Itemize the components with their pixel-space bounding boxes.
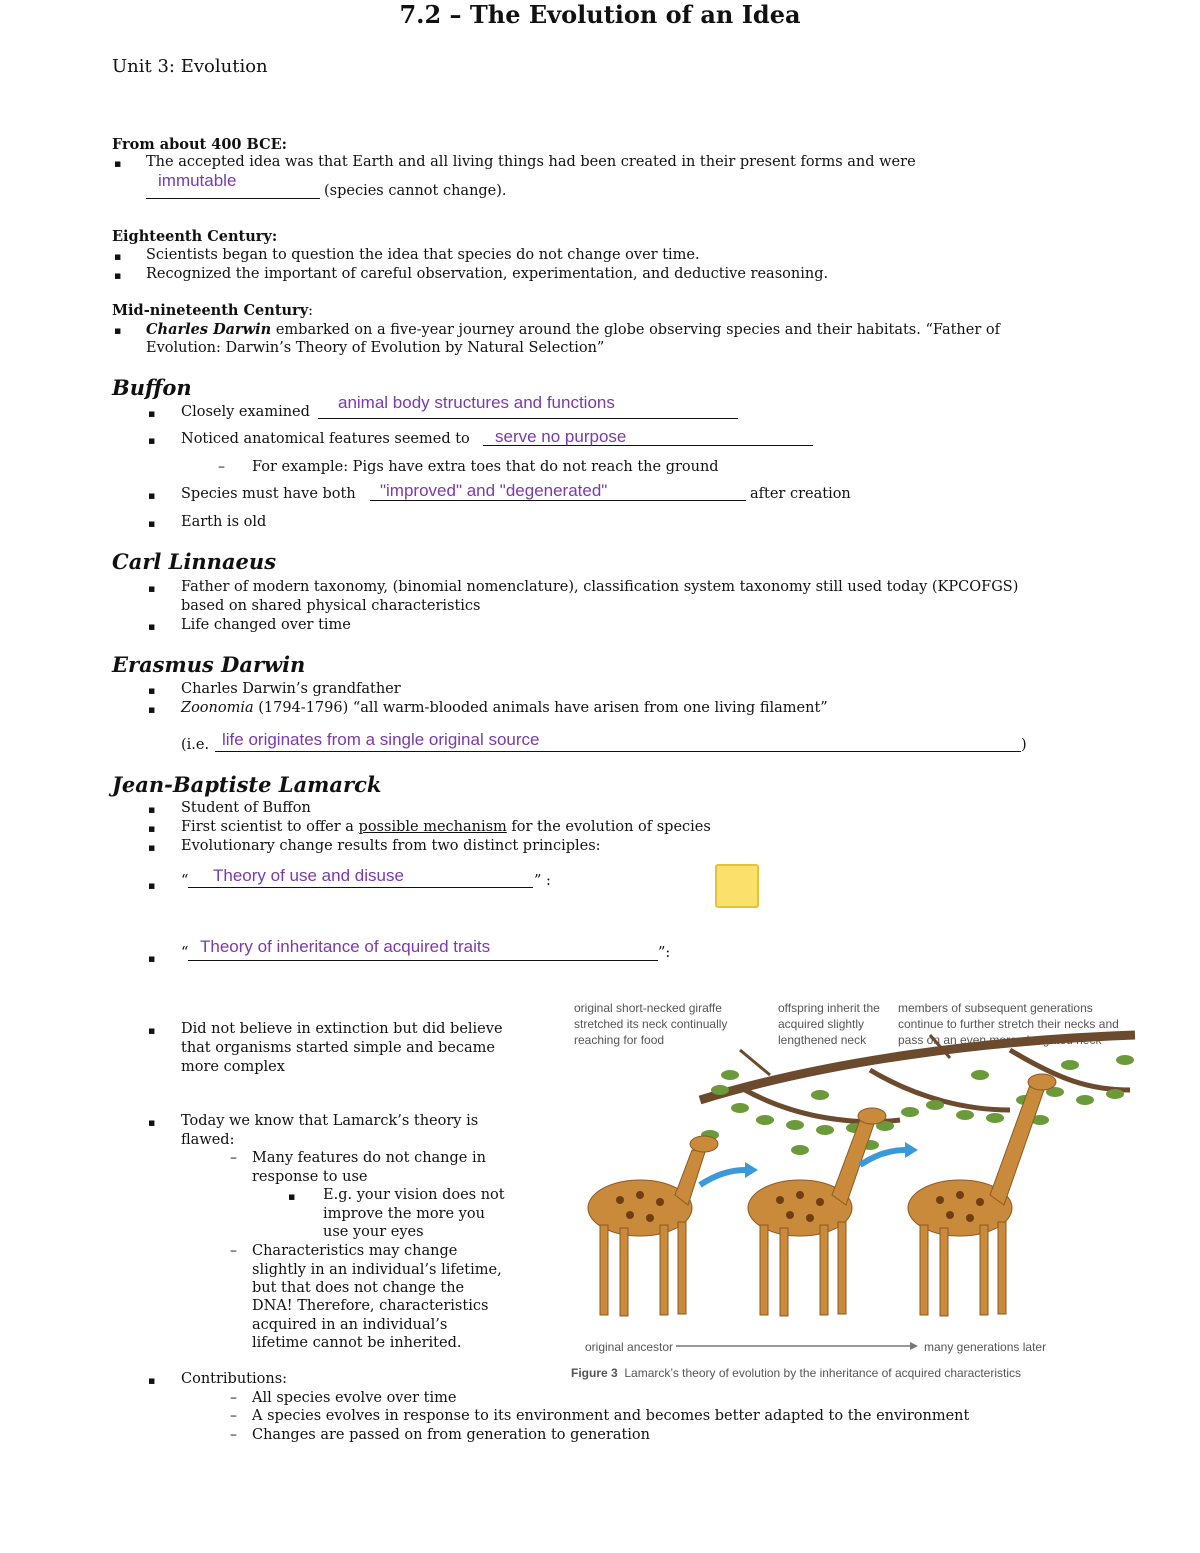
text-line: after creation bbox=[750, 486, 851, 502]
dash: – bbox=[230, 1390, 237, 1406]
arrow-icon bbox=[860, 1150, 905, 1165]
blank-line bbox=[188, 887, 533, 888]
blank-line bbox=[188, 960, 658, 961]
figure-caption: Figure 3 Lamarck’s theory of evolution by the inheritance of acquired characteristics bbox=[571, 1366, 1022, 1380]
bullet: ▪ bbox=[148, 407, 156, 420]
blank-line bbox=[318, 418, 738, 419]
text-line: DNA! Therefore, characteristics bbox=[252, 1298, 489, 1314]
text-line: flawed: bbox=[181, 1132, 235, 1148]
text-line: improve the more you bbox=[323, 1206, 485, 1222]
bullet: ▪ bbox=[148, 1374, 156, 1387]
text-line: ) bbox=[1021, 737, 1027, 753]
text-line: more complex bbox=[181, 1059, 285, 1075]
axis-left-label: original ancestor bbox=[585, 1340, 674, 1354]
text-line: Evolution: Darwin’s Theory of Evolution by Natural Selection” bbox=[146, 340, 605, 356]
text-line: Contributions: bbox=[181, 1371, 288, 1387]
bullet: ▪ bbox=[148, 517, 156, 530]
text-line: Noticed anatomical features seemed to bbox=[181, 431, 470, 447]
section-heading-19th: Mid-nineteenth Century: bbox=[112, 302, 314, 319]
section-heading-18th: Eighteenth Century: bbox=[112, 228, 278, 245]
blank-line bbox=[215, 751, 1021, 752]
bullet: ▪ bbox=[148, 879, 156, 892]
dash: – bbox=[230, 1408, 237, 1424]
axis-right-label: many generations later bbox=[924, 1340, 1047, 1354]
bullet: ▪ bbox=[148, 582, 156, 595]
text-line: Closely examined bbox=[181, 404, 310, 420]
bullet: ▪ bbox=[148, 1116, 156, 1129]
text-line: but that does not change the bbox=[252, 1280, 465, 1296]
text-line: ”: bbox=[658, 945, 671, 961]
bullet: ▪ bbox=[148, 841, 156, 854]
heading-lamarck: Jean-Baptiste Lamarck bbox=[112, 772, 382, 797]
answer-buffon-1: animal body structures and functions bbox=[338, 393, 615, 412]
text-line: All species evolve over time bbox=[252, 1390, 457, 1406]
text-line: For example: Pigs have extra toes that do not reach the ground bbox=[252, 459, 719, 475]
bullet: ▪ bbox=[288, 1190, 296, 1203]
bullet: ▪ bbox=[148, 620, 156, 633]
bullet: ▪ bbox=[148, 952, 156, 965]
text-line: based on shared physical characteristics bbox=[181, 598, 481, 614]
text-line: “ bbox=[181, 945, 189, 961]
dash: – bbox=[230, 1427, 237, 1443]
bullet: ▪ bbox=[148, 803, 156, 816]
page-title: 7.2 – The Evolution of an Idea bbox=[399, 0, 801, 29]
dash: – bbox=[218, 459, 225, 475]
dash: – bbox=[230, 1150, 237, 1166]
text-line: Charles Darwin embarked on a five-year journey around the globe observing species and their habitats. “Father of bbox=[146, 321, 1000, 338]
heading-buffon: Buffon bbox=[112, 375, 192, 400]
bullet: ▪ bbox=[114, 324, 122, 337]
heading-linnaeus: Carl Linnaeus bbox=[112, 549, 277, 574]
text-line: Recognized the important of careful observation, experimentation, and deductive reasoning. bbox=[146, 266, 829, 282]
text-line: ” : bbox=[534, 873, 551, 889]
text-line: slightly in an individual’s lifetime, bbox=[252, 1262, 502, 1278]
bullet: ▪ bbox=[114, 157, 122, 170]
text-line: (species cannot change). bbox=[324, 183, 507, 199]
bullet: ▪ bbox=[148, 1024, 156, 1037]
giraffe-illustration bbox=[570, 1030, 1145, 1360]
text-line: Changes are passed on from generation to generation bbox=[252, 1427, 650, 1443]
bullet: ▪ bbox=[148, 822, 156, 835]
text-line: Life changed over time bbox=[181, 617, 351, 633]
answer-acquired-traits: Theory of inheritance of acquired traits bbox=[200, 937, 491, 956]
bullet: ▪ bbox=[148, 684, 156, 697]
section-heading-400bce: From about 400 BCE: bbox=[112, 136, 288, 153]
figure-label-3: members of subsequent generations continue to further stretch their necks and pass on an even more elongated neck bbox=[898, 1001, 1119, 1047]
text-line: Evolutionary change results from two distinct principles: bbox=[181, 838, 601, 854]
arrow-icon bbox=[700, 1170, 745, 1185]
text-line: Many features do not change in bbox=[252, 1150, 486, 1166]
bullet: ▪ bbox=[148, 489, 156, 502]
text-line: A species evolves in response to its environment and becomes better adapted to the environment bbox=[252, 1408, 970, 1424]
answer-buffon-2: serve no purpose bbox=[495, 427, 627, 446]
text-line: Charles Darwin’s grandfather bbox=[181, 681, 401, 697]
text-line: First scientist to offer a possible mechanism for the evolution of species bbox=[181, 819, 711, 835]
text-line: (i.e. bbox=[181, 737, 210, 753]
heading-erasmus: Erasmus Darwin bbox=[112, 652, 306, 677]
text-line: lifetime cannot be inherited. bbox=[252, 1335, 462, 1351]
text-line: response to use bbox=[252, 1169, 368, 1185]
text-line: Did not believe in extinction but did believe bbox=[181, 1021, 503, 1037]
bullet: ▪ bbox=[148, 703, 156, 716]
text-line: Zoonomia (1794-1796) “all warm-blooded animals have arisen from one living filament” bbox=[181, 700, 828, 716]
text-line: Student of Buffon bbox=[181, 800, 311, 816]
text-line: use your eyes bbox=[323, 1224, 424, 1240]
answer-buffon-3: "improved" and "degenerated" bbox=[380, 481, 608, 500]
figure-label-1: original short-necked giraffe stretched its neck continually reaching for food bbox=[574, 1001, 728, 1047]
text-line: that organisms started simple and became bbox=[181, 1040, 495, 1056]
text-line: Characteristics may change bbox=[252, 1243, 458, 1259]
text-line: E.g. your vision does not bbox=[323, 1187, 505, 1203]
text-line: acquired in an individual’s bbox=[252, 1317, 448, 1333]
text-line: Today we know that Lamarck’s theory is bbox=[181, 1113, 479, 1129]
text-line: The accepted idea was that Earth and all living things had been created in their present forms and were bbox=[146, 154, 916, 170]
blank-line bbox=[146, 198, 320, 199]
sticky-note-icon[interactable] bbox=[715, 864, 759, 908]
bullet: ▪ bbox=[114, 269, 122, 282]
bullet: ▪ bbox=[114, 250, 122, 263]
text-line: Earth is old bbox=[181, 514, 267, 530]
text-line: Scientists began to question the idea that species do not change over time. bbox=[146, 247, 700, 263]
answer-erasmus: life originates from a single original source bbox=[222, 730, 540, 749]
text-line: Father of modern taxonomy, (binomial nomenclature), classification system taxonomy still used today (KPCOFGS) bbox=[181, 579, 1019, 595]
dash: – bbox=[230, 1243, 237, 1259]
bullet: ▪ bbox=[148, 434, 156, 447]
unit-label: Unit 3: Evolution bbox=[112, 56, 268, 77]
text-line: “ bbox=[181, 873, 189, 889]
figure-label-2: offspring inherit the acquired slightly lengthened neck bbox=[778, 1001, 880, 1047]
answer-immutable: immutable bbox=[158, 171, 237, 190]
answer-use-disuse: Theory of use and disuse bbox=[213, 866, 404, 885]
text-line: Species must have both bbox=[181, 486, 356, 502]
